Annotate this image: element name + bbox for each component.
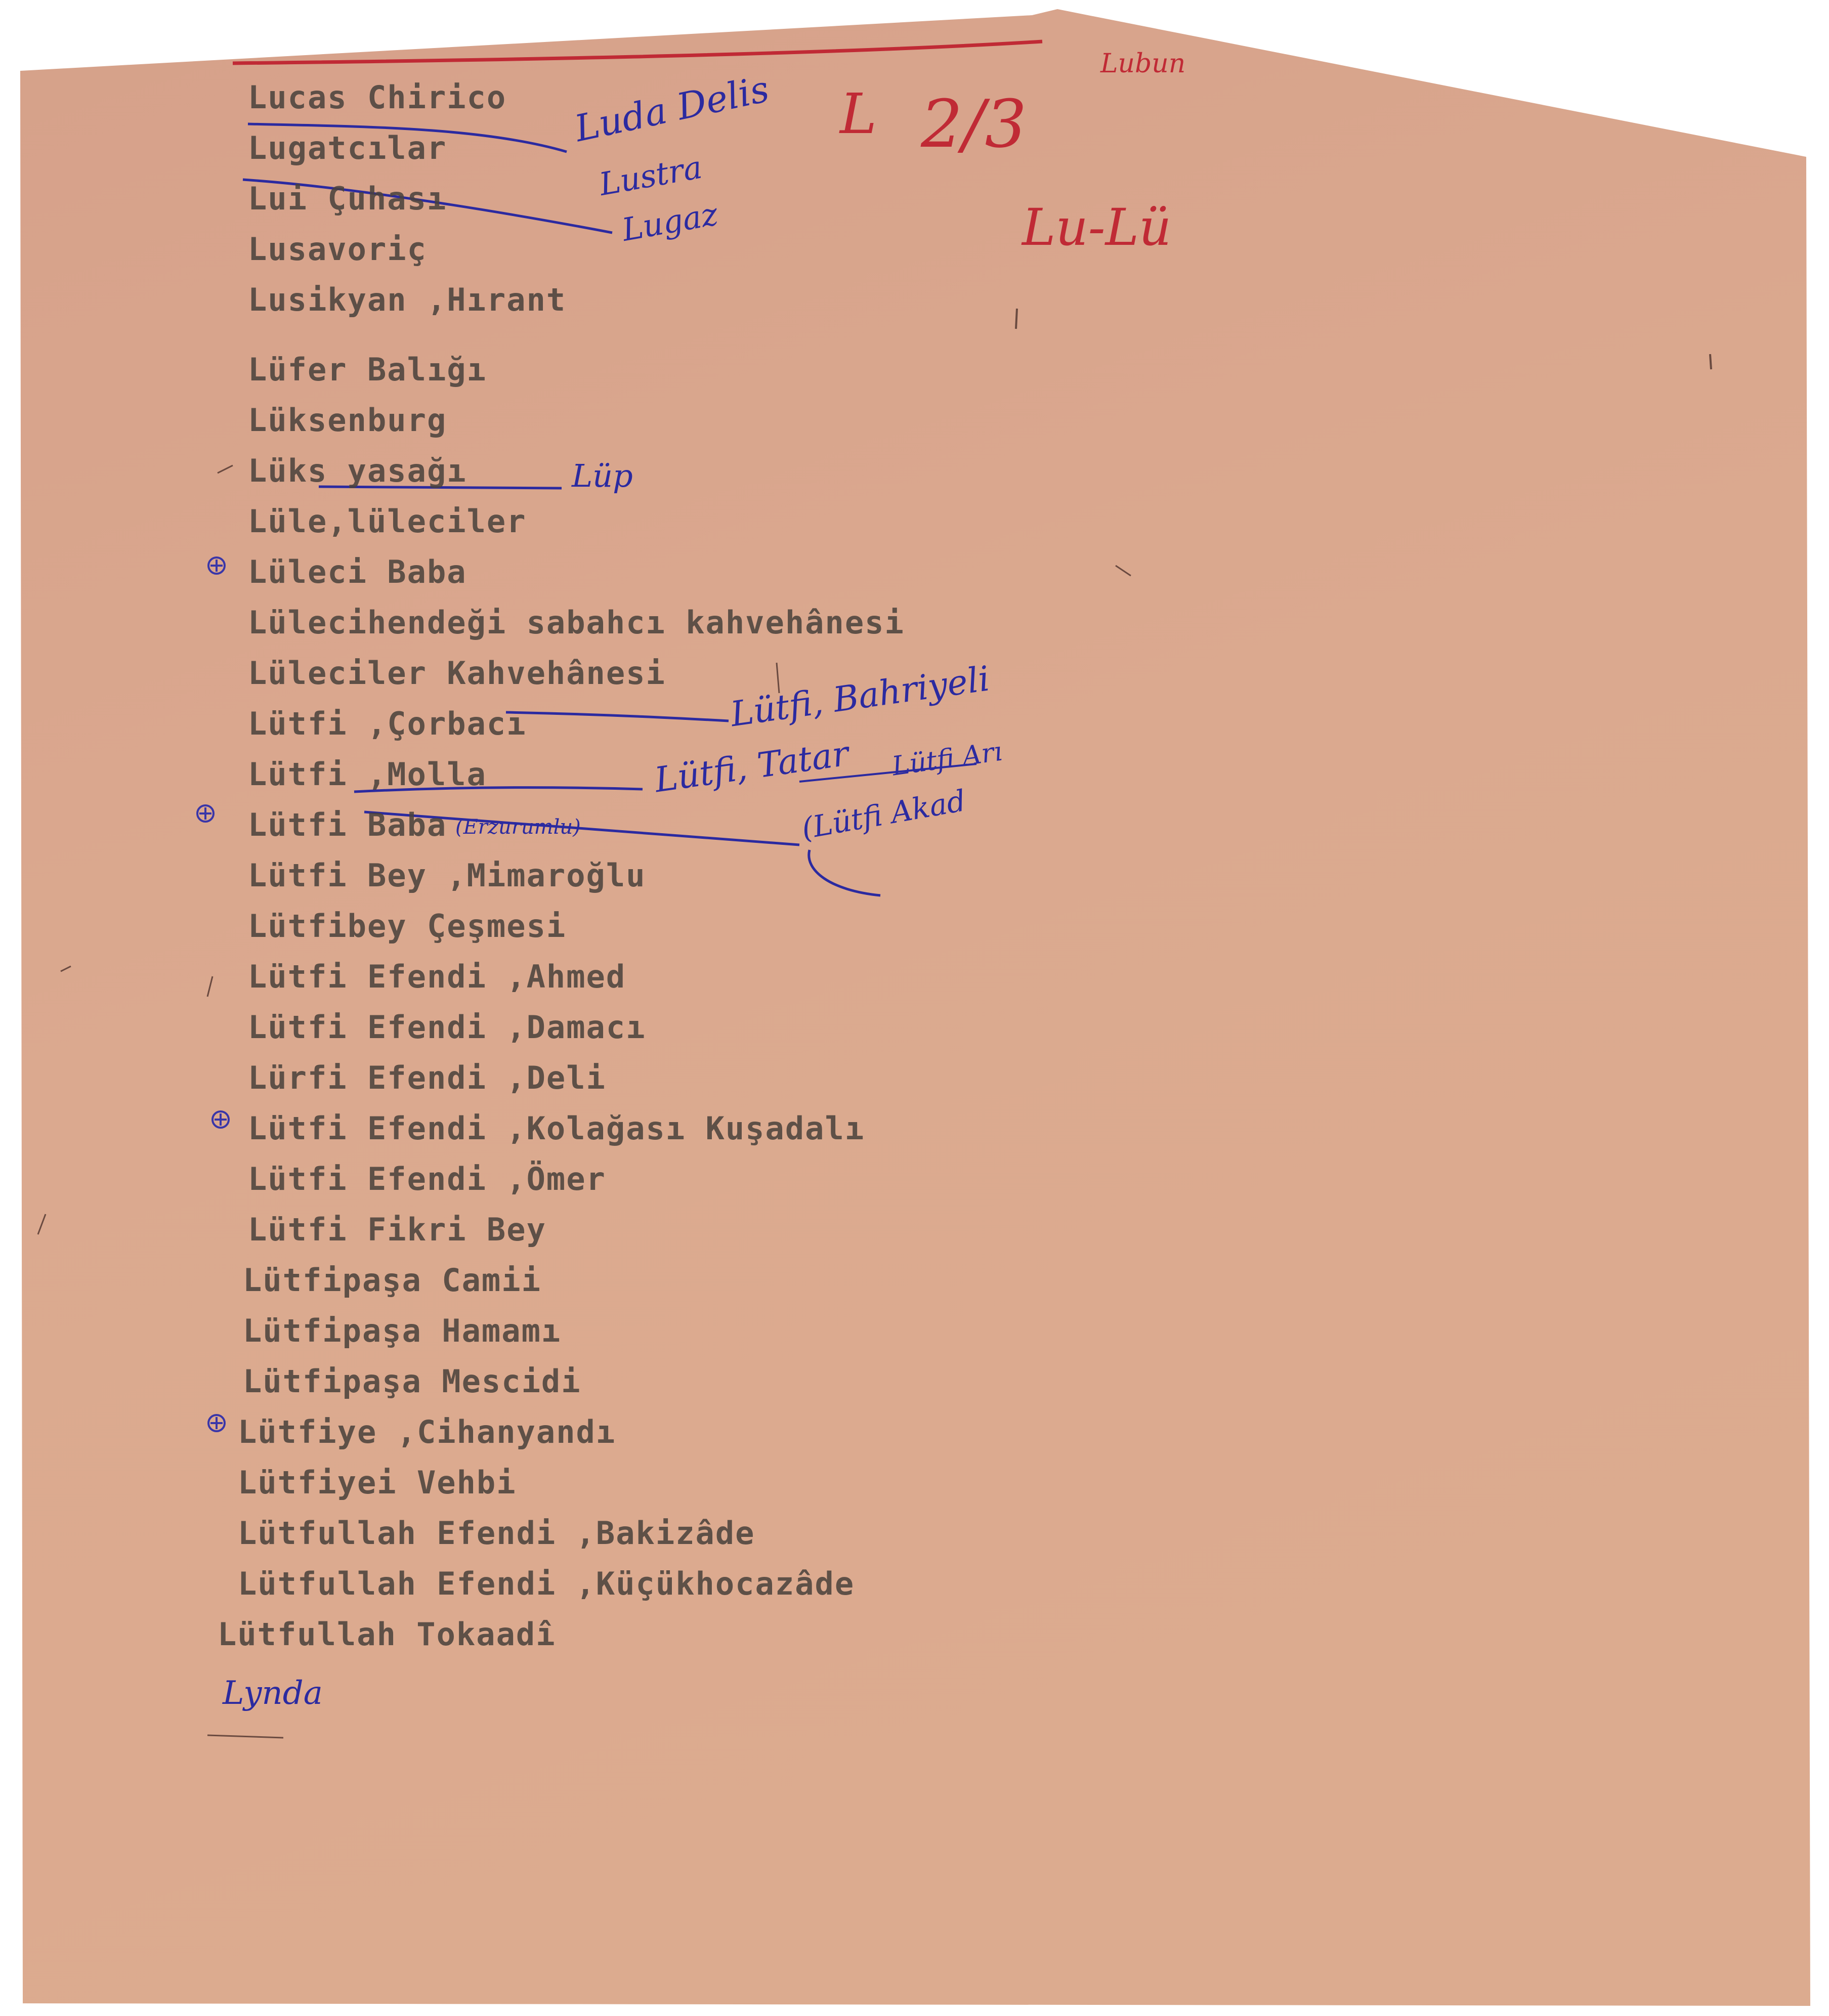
note-luda-delis: Luda Delis <box>571 67 773 150</box>
note-top-right: Lubun <box>1100 49 1186 79</box>
typed-entry: Lui Çuhası <box>248 180 447 217</box>
typed-entry: Lüle,lüleciler <box>248 503 527 540</box>
note-lutfi-tatar: Lütfi, Tatar <box>652 734 852 801</box>
typed-entry: Lüleciler Kahvehânesi <box>248 655 666 692</box>
typed-entry: Lürfi Efendi ,Deli <box>248 1059 606 1096</box>
typed-entry: Lusikyan ,Hırant <box>248 281 567 318</box>
note-lustra: Lustra <box>596 148 705 203</box>
typed-entry: Lütfipaşa Hamamı <box>243 1312 562 1349</box>
typed-entry: Lusavoriç <box>248 231 427 268</box>
typed-entry: Lütfiyei Vehbi <box>238 1464 517 1501</box>
typed-entry: Lülecihendeği sabahcı kahvehânesi <box>248 604 905 641</box>
typed-entry: Lütfullah Tokaadî <box>218 1616 556 1653</box>
circle-cross-icon <box>207 1414 226 1432</box>
typed-entry: Lütfi Bey ,Mimaroğlu <box>248 857 646 894</box>
typed-entry: Lütfi ,Molla <box>248 756 487 793</box>
note-lutfi-bahriyeli: Lütfi, Bahriyeli <box>728 659 992 735</box>
typed-entry: Lüksenburg <box>248 402 447 439</box>
typed-entry: Lütfullah Efendi ,Bakizâde <box>238 1515 755 1552</box>
typed-entry: Lütfi Baba <box>248 806 447 843</box>
note-lutfi-akad: (Lütfi Akad <box>799 783 968 846</box>
note-erzurumlu: (Erzurumlu) <box>455 816 581 839</box>
typed-entry: Lütfi Fikri Bey <box>248 1211 546 1248</box>
typed-entry: Lucas Chirico <box>248 79 507 116</box>
typed-entry: Lütfullah Efendi ,Küçükhocazâde <box>238 1565 855 1602</box>
note-lynda: Lynda <box>223 1675 323 1712</box>
note-lup: Lüp <box>572 457 633 494</box>
typed-entry: Lüleci Baba <box>248 553 467 590</box>
typed-entry: Lütfi Efendi ,Damacı <box>248 1009 646 1046</box>
typed-entry: Lütfi ,Çorbacı <box>248 705 527 742</box>
typed-entry: Lütfipaşa Mescidi <box>243 1363 581 1400</box>
typed-entry: Lütfi Efendi ,Kolağası Kuşadalı <box>248 1110 865 1147</box>
typed-entry: Lugatcılar <box>248 130 447 166</box>
circle-cross-icon <box>211 1110 230 1129</box>
note-page-fraction: 2/3 <box>921 85 1027 162</box>
circle-cross-icon <box>196 804 215 823</box>
typed-entry: Lüks yasağı <box>248 452 467 489</box>
typed-entry: Lütfibey Çeşmesi <box>248 908 567 945</box>
note-lugaz: Lugaz <box>619 195 721 248</box>
typed-entry: Lütfipaşa Camii <box>243 1262 541 1299</box>
typed-entry: Lütfi Efendi ,Ömer <box>248 1161 606 1197</box>
note-letter: L <box>840 81 877 146</box>
note-lutfi-ari: Lütfi Arı <box>890 736 1004 782</box>
note-range: Lu-Lü <box>1022 198 1172 257</box>
typed-entry: Lütfiye ,Cihanyandı <box>238 1413 616 1450</box>
typed-entry: Lüfer Balığı <box>248 351 487 388</box>
circle-cross-icon <box>207 556 226 575</box>
typed-entry: Lütfi Efendi ,Ahmed <box>248 958 626 995</box>
